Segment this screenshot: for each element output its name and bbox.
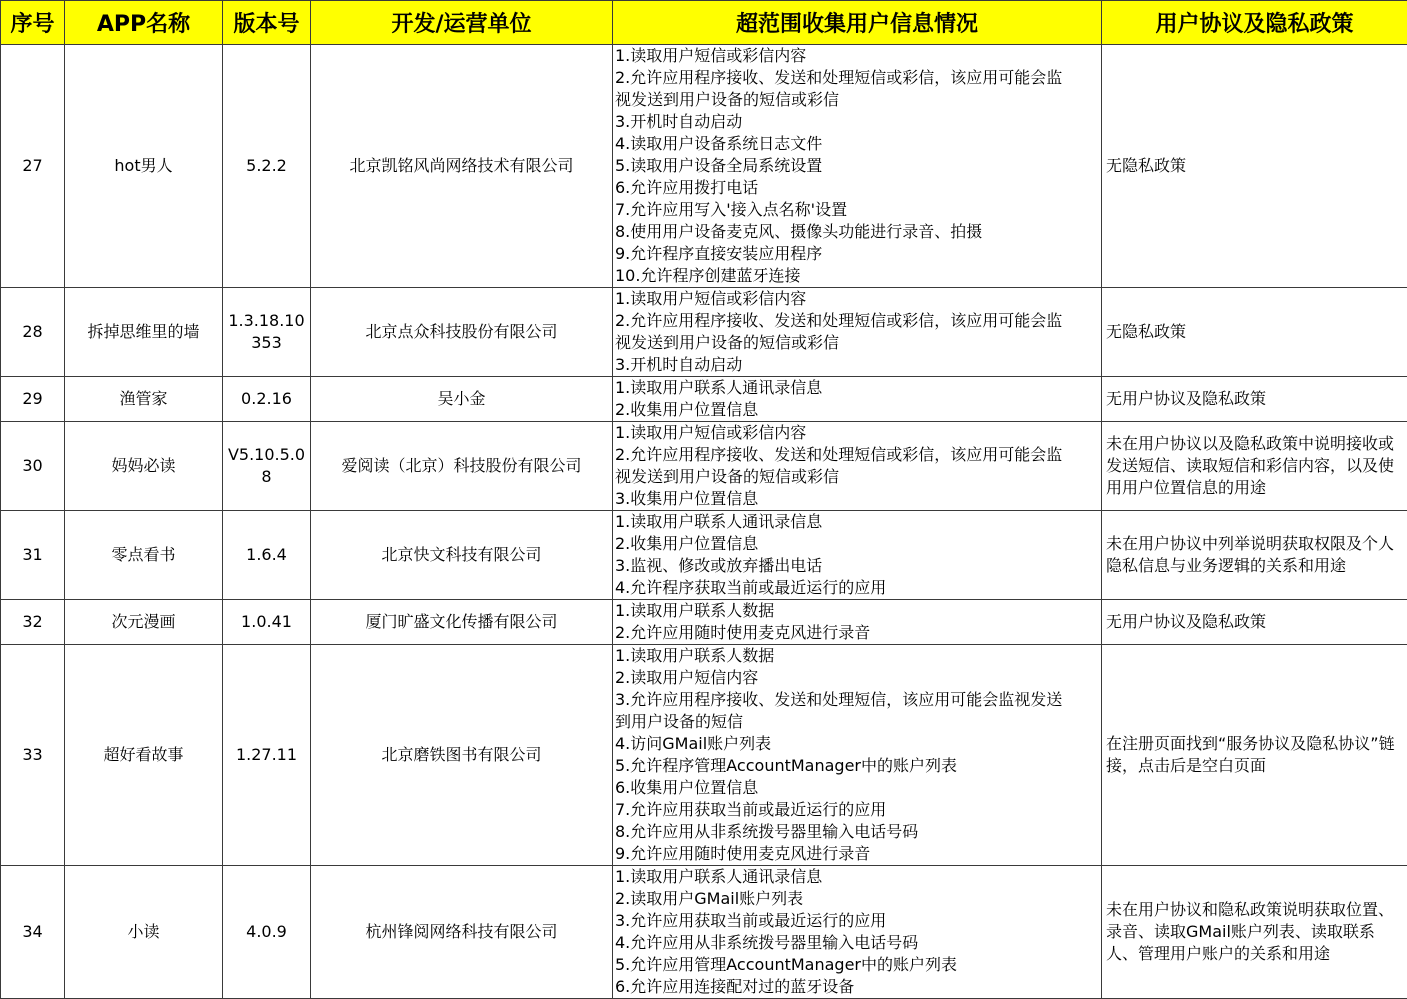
version: 0.2.16 — [223, 377, 311, 422]
table-row — [1, 866, 1407, 999]
version: 1.0.41 — [223, 600, 311, 645]
issue-line: 6.允许应用连接配对过的蓝牙设备 — [615, 976, 1099, 998]
issue-line: 1.读取用户短信或彩信内容 — [615, 45, 1099, 67]
header-developer: 开发/运营单位 — [311, 1, 613, 45]
row-index: 27 — [1, 45, 65, 288]
table-row — [1, 645, 1407, 866]
version: 4.0.9 — [223, 866, 311, 999]
issues-cell — [613, 645, 1102, 866]
issues-cell — [613, 422, 1102, 511]
issue-line: 视发送到用户设备的短信或彩信 — [615, 466, 1099, 488]
issue-line: 3.开机时自动启动 — [615, 354, 1099, 376]
issue-line: 7.允许应用获取当前或最近运行的应用 — [615, 799, 1099, 821]
issue-line: 6.允许应用拨打电话 — [615, 177, 1099, 199]
issue-line: 8.允许应用从非系统拨号器里输入电话号码 — [615, 821, 1099, 843]
issues-cell — [613, 288, 1102, 377]
version: 1.27.11 — [223, 645, 311, 866]
developer: 北京凯铭风尚网络技术有限公司 — [311, 45, 613, 288]
issue-line: 8.使用用户设备麦克风、摄像头功能进行录音、拍摄 — [615, 221, 1099, 243]
app-name: 渔管家 — [65, 377, 223, 422]
issue-line: 9.允许程序直接安装应用程序 — [615, 243, 1099, 265]
issue-line: 9.允许应用随时使用麦克风进行录音 — [615, 843, 1099, 865]
policy-text: 无用户协议及隐私政策 — [1106, 388, 1403, 410]
issue-line: 1.读取用户短信或彩信内容 — [615, 422, 1099, 444]
issue-line: 2.读取用户短信内容 — [615, 667, 1099, 689]
issue-line: 4.允许程序获取当前或最近运行的应用 — [615, 577, 1099, 599]
header-version: 版本号 — [223, 1, 311, 45]
version: V5.10.5.08 — [223, 422, 311, 511]
issues-cell — [613, 511, 1102, 600]
header-app-name: APP名称 — [65, 1, 223, 45]
table-row — [1, 422, 1407, 511]
issue-line: 2.允许应用程序接收、发送和处理短信或彩信，该应用可能会监 — [615, 310, 1099, 332]
version: 1.3.18.10353 — [223, 288, 311, 377]
row-index: 34 — [1, 866, 65, 999]
policy-cell — [1102, 866, 1407, 999]
policy-text: 未在用户协议以及隐私政策中说明接收或发送短信、读取短信和彩信内容，以及使用用户位置信息的用途 — [1106, 433, 1403, 499]
policy-text: 未在用户协议和隐私政策说明获取位置、录音、读取GMail账户列表、读取联系人、管理用户账户的关系和用途 — [1106, 899, 1403, 965]
row-index: 32 — [1, 600, 65, 645]
policy-text: 无隐私政策 — [1106, 155, 1403, 177]
issue-line: 3.监视、修改或放弃播出电话 — [615, 555, 1099, 577]
policy-cell — [1102, 645, 1407, 866]
issue-line: 6.收集用户位置信息 — [615, 777, 1099, 799]
row-index: 31 — [1, 511, 65, 600]
policy-cell — [1102, 511, 1407, 600]
issue-line: 5.读取用户设备全局系统设置 — [615, 155, 1099, 177]
developer: 北京点众科技股份有限公司 — [311, 288, 613, 377]
app-name: 拆掉思维里的墙 — [65, 288, 223, 377]
policy-cell — [1102, 422, 1407, 511]
issue-line: 1.读取用户联系人数据 — [615, 600, 1099, 622]
issue-line: 10.允许程序创建蓝牙连接 — [615, 265, 1099, 287]
app-name: 次元漫画 — [65, 600, 223, 645]
table-row — [1, 288, 1407, 377]
issue-line: 2.收集用户位置信息 — [615, 399, 1099, 421]
row-index: 29 — [1, 377, 65, 422]
issue-line: 1.读取用户联系人通讯录信息 — [615, 511, 1099, 533]
issue-line: 2.允许应用随时使用麦克风进行录音 — [615, 622, 1099, 644]
policy-text: 在注册页面找到“服务协议及隐私协议”链接，点击后是空白页面 — [1106, 733, 1403, 777]
table-row — [1, 511, 1407, 600]
app-name: 超好看故事 — [65, 645, 223, 866]
developer: 爱阅读（北京）科技股份有限公司 — [311, 422, 613, 511]
issue-line: 4.允许应用从非系统拨号器里输入电话号码 — [615, 932, 1099, 954]
header-policy: 用户协议及隐私政策 — [1102, 1, 1407, 45]
policy-text: 无用户协议及隐私政策 — [1106, 611, 1403, 633]
issue-line: 1.读取用户短信或彩信内容 — [615, 288, 1099, 310]
policy-cell — [1102, 377, 1407, 422]
header-row — [1, 1, 1407, 45]
issue-line: 到用户设备的短信 — [615, 711, 1099, 733]
policy-cell — [1102, 45, 1407, 288]
issue-line: 2.收集用户位置信息 — [615, 533, 1099, 555]
app-name: hot男人 — [65, 45, 223, 288]
developer: 杭州锋阅网络科技有限公司 — [311, 866, 613, 999]
issue-line: 4.读取用户设备系统日志文件 — [615, 133, 1099, 155]
issue-line: 1.读取用户联系人通讯录信息 — [615, 377, 1099, 399]
issue-line: 3.允许应用获取当前或最近运行的应用 — [615, 910, 1099, 932]
version: 5.2.2 — [223, 45, 311, 288]
table-row — [1, 45, 1407, 288]
developer: 北京磨铁图书有限公司 — [311, 645, 613, 866]
issue-line: 2.允许应用程序接收、发送和处理短信或彩信，该应用可能会监 — [615, 67, 1099, 89]
policy-text: 无隐私政策 — [1106, 321, 1403, 343]
row-index: 33 — [1, 645, 65, 866]
row-index: 30 — [1, 422, 65, 511]
policy-cell — [1102, 600, 1407, 645]
row-index: 28 — [1, 288, 65, 377]
issue-line: 3.收集用户位置信息 — [615, 488, 1099, 510]
table-row — [1, 377, 1407, 422]
app-name: 妈妈必读 — [65, 422, 223, 511]
header-issues: 超范围收集用户信息情况 — [613, 1, 1102, 45]
developer: 厦门旷盛文化传播有限公司 — [311, 600, 613, 645]
issue-line: 视发送到用户设备的短信或彩信 — [615, 89, 1099, 111]
issue-line: 5.允许程序管理AccountManager中的账户列表 — [615, 755, 1099, 777]
issue-line: 1.读取用户联系人数据 — [615, 645, 1099, 667]
issues-cell — [613, 45, 1102, 288]
issue-line: 1.读取用户联系人通讯录信息 — [615, 866, 1099, 888]
issue-line: 4.访问GMail账户列表 — [615, 733, 1099, 755]
developer: 北京快文科技有限公司 — [311, 511, 613, 600]
issue-line: 3.允许应用程序接收、发送和处理短信，该应用可能会监视发送 — [615, 689, 1099, 711]
issues-cell — [613, 377, 1102, 422]
issue-line: 3.开机时自动启动 — [615, 111, 1099, 133]
table-row — [1, 600, 1407, 645]
issue-line: 2.读取用户GMail账户列表 — [615, 888, 1099, 910]
issues-cell — [613, 866, 1102, 999]
issue-line: 视发送到用户设备的短信或彩信 — [615, 332, 1099, 354]
version: 1.6.4 — [223, 511, 311, 600]
issue-line: 5.允许应用管理AccountManager中的账户列表 — [615, 954, 1099, 976]
app-name: 零点看书 — [65, 511, 223, 600]
developer: 吴小金 — [311, 377, 613, 422]
issue-line: 2.允许应用程序接收、发送和处理短信或彩信，该应用可能会监 — [615, 444, 1099, 466]
issues-cell — [613, 600, 1102, 645]
issue-line: 7.允许应用写入'接入点名称'设置 — [615, 199, 1099, 221]
app-name: 小读 — [65, 866, 223, 999]
policy-cell — [1102, 288, 1407, 377]
header-index: 序号 — [1, 1, 65, 45]
policy-text: 未在用户协议中列举说明获取权限及个人隐私信息与业务逻辑的关系和用途 — [1106, 533, 1403, 577]
